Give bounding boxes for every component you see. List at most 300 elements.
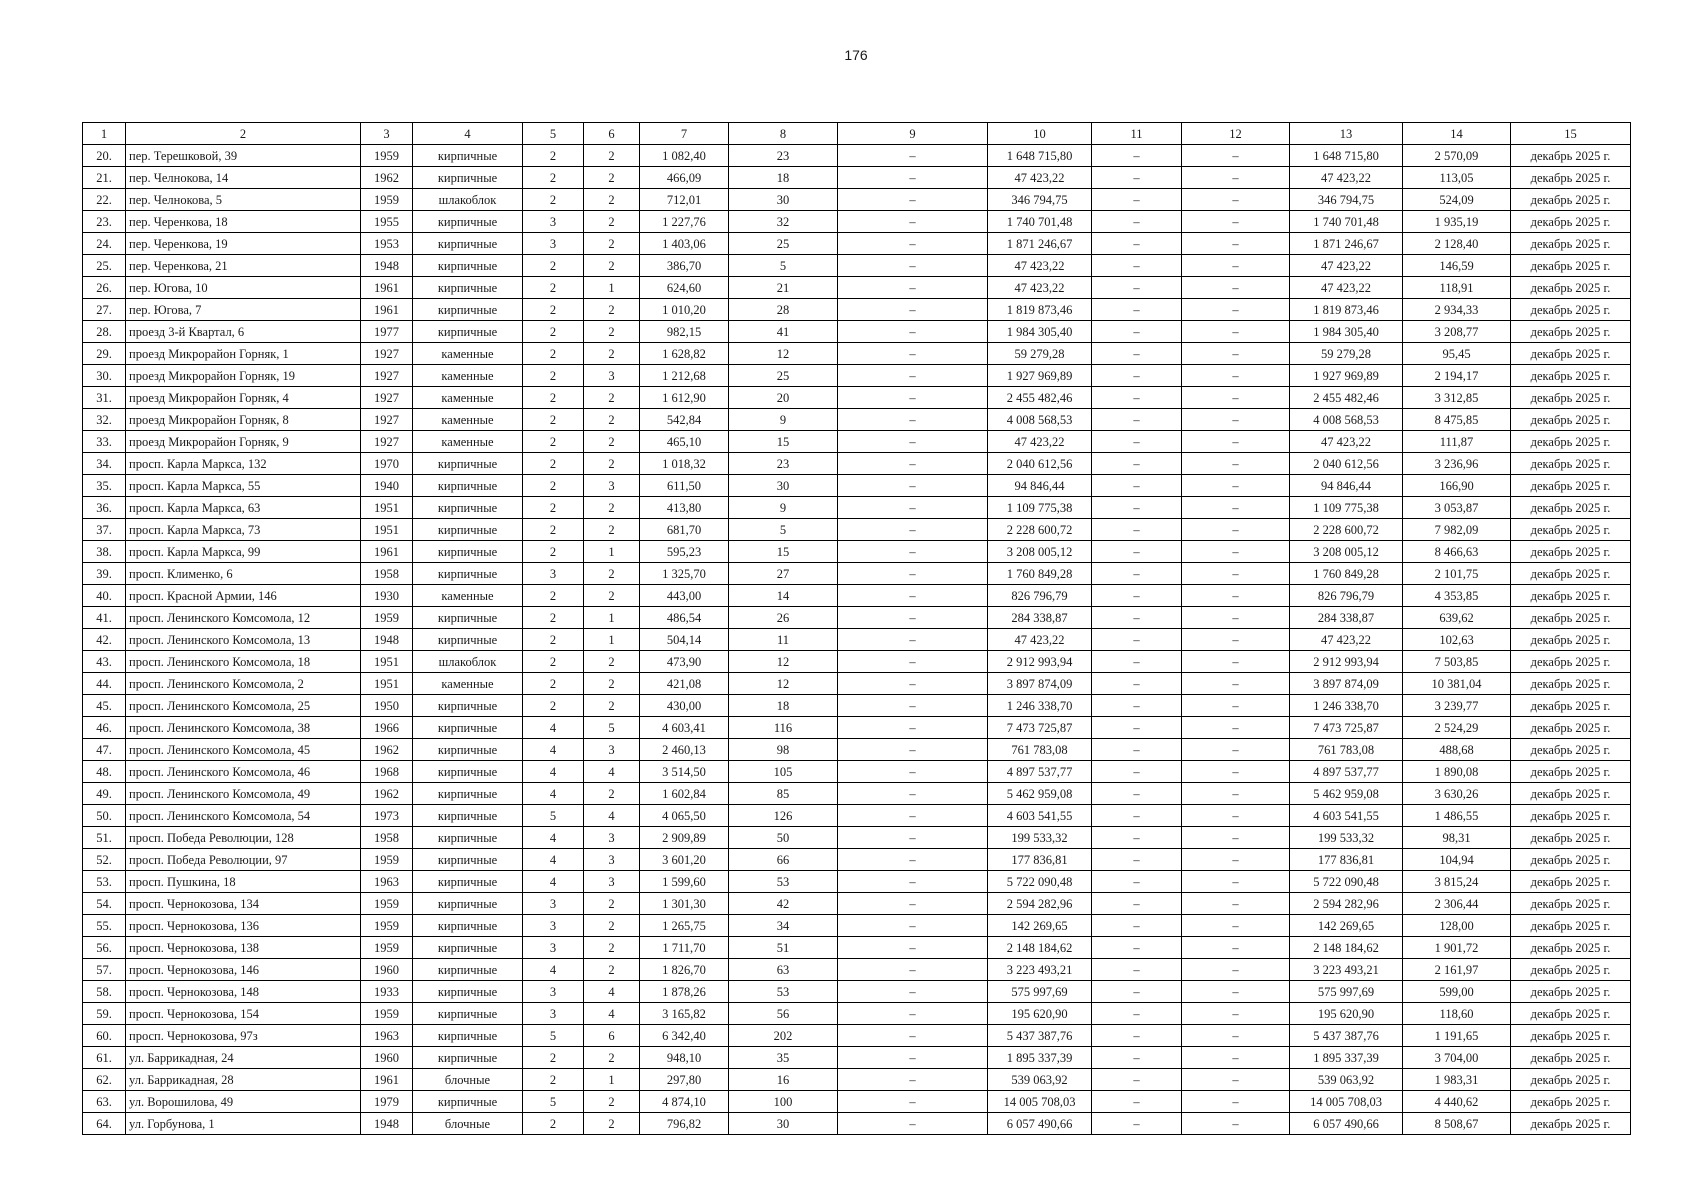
- cell-col-9: –: [838, 321, 988, 343]
- cell-floors: 2: [523, 1069, 584, 1091]
- cell-floors: 3: [523, 563, 584, 585]
- cell-row-number: 43.: [83, 651, 126, 673]
- cell-cost-13: 5 722 090,48: [1290, 871, 1403, 893]
- cell-cost-13: 1 648 715,80: [1290, 145, 1403, 167]
- cell-col-11: –: [1092, 915, 1182, 937]
- cell-year-built: 1959: [361, 145, 413, 167]
- cell-cost-10: 3 897 874,09: [988, 673, 1092, 695]
- cell-row-number: 51.: [83, 827, 126, 849]
- cell-col-11: –: [1092, 695, 1182, 717]
- cell-cost-14: 3 815,24: [1403, 871, 1511, 893]
- table-row: [83, 827, 1631, 849]
- cell-completion-date: декабрь 2025 г.: [1511, 739, 1631, 761]
- cell-wall-material: каменные: [413, 673, 523, 695]
- cell-completion-date: декабрь 2025 г.: [1511, 629, 1631, 651]
- cell-completion-date: декабрь 2025 г.: [1511, 959, 1631, 981]
- cell-row-number: 42.: [83, 629, 126, 651]
- cell-wall-material: каменные: [413, 365, 523, 387]
- cell-col-9: –: [838, 211, 988, 233]
- cell-col-12: –: [1182, 145, 1290, 167]
- cell-completion-date: декабрь 2025 г.: [1511, 541, 1631, 563]
- cell-cost-13: 4 603 541,55: [1290, 805, 1403, 827]
- table-row: [83, 211, 1631, 233]
- cell-col-9: –: [838, 827, 988, 849]
- cell-col-12: –: [1182, 1113, 1290, 1135]
- cell-cost-13: 1 927 969,89: [1290, 365, 1403, 387]
- table-header: [83, 123, 1631, 145]
- cell-floors: 2: [523, 343, 584, 365]
- cell-address: просп. Ленинского Комсомола, 38: [126, 717, 361, 739]
- cell-floors: 5: [523, 1025, 584, 1047]
- cell-cost-14: 1 983,31: [1403, 1069, 1511, 1091]
- cell-cost-10: 539 063,92: [988, 1069, 1092, 1091]
- table-row: [83, 849, 1631, 871]
- cell-entrances: 1: [584, 1069, 640, 1091]
- cell-cost-13: 47 423,22: [1290, 255, 1403, 277]
- cell-area: 386,70: [640, 255, 729, 277]
- cell-floors: 2: [523, 1047, 584, 1069]
- cell-wall-material: кирпичные: [413, 959, 523, 981]
- cell-cost-10: 2 228 600,72: [988, 519, 1092, 541]
- cell-residents: 30: [729, 1113, 838, 1135]
- cell-cost-14: 3 236,96: [1403, 453, 1511, 475]
- cell-col-11: –: [1092, 607, 1182, 629]
- header-cell-floors: 5: [523, 123, 584, 145]
- cell-completion-date: декабрь 2025 г.: [1511, 871, 1631, 893]
- cell-entrances: 2: [584, 233, 640, 255]
- cell-area: 3 601,20: [640, 849, 729, 871]
- cell-completion-date: декабрь 2025 г.: [1511, 761, 1631, 783]
- cell-row-number: 31.: [83, 387, 126, 409]
- header-cell-residents: 8: [729, 123, 838, 145]
- table-row: [83, 761, 1631, 783]
- cell-residents: 30: [729, 475, 838, 497]
- cell-wall-material: кирпичные: [413, 849, 523, 871]
- cell-col-12: –: [1182, 189, 1290, 211]
- cell-row-number: 33.: [83, 431, 126, 453]
- cell-address: проезд Микрорайон Горняк, 1: [126, 343, 361, 365]
- cell-col-9: –: [838, 893, 988, 915]
- cell-col-9: –: [838, 783, 988, 805]
- cell-area: 1 301,30: [640, 893, 729, 915]
- cell-residents: 15: [729, 431, 838, 453]
- cell-col-9: –: [838, 475, 988, 497]
- cell-col-11: –: [1092, 629, 1182, 651]
- cell-cost-14: 488,68: [1403, 739, 1511, 761]
- cell-cost-14: 3 239,77: [1403, 695, 1511, 717]
- cell-cost-13: 1 760 849,28: [1290, 563, 1403, 585]
- table-row: [83, 167, 1631, 189]
- cell-completion-date: декабрь 2025 г.: [1511, 299, 1631, 321]
- cell-col-11: –: [1092, 1047, 1182, 1069]
- cell-area: 1 325,70: [640, 563, 729, 585]
- cell-address: просп. Клименко, 6: [126, 563, 361, 585]
- cell-cost-10: 47 423,22: [988, 167, 1092, 189]
- cell-wall-material: кирпичные: [413, 761, 523, 783]
- cell-completion-date: декабрь 2025 г.: [1511, 145, 1631, 167]
- cell-completion-date: декабрь 2025 г.: [1511, 585, 1631, 607]
- cell-col-9: –: [838, 981, 988, 1003]
- cell-col-9: –: [838, 1069, 988, 1091]
- header-cell-col-12: 12: [1182, 123, 1290, 145]
- cell-col-11: –: [1092, 211, 1182, 233]
- cell-completion-date: декабрь 2025 г.: [1511, 519, 1631, 541]
- cell-wall-material: кирпичные: [413, 563, 523, 585]
- cell-col-11: –: [1092, 431, 1182, 453]
- page-number: 176: [844, 47, 868, 63]
- cell-area: 1 612,90: [640, 387, 729, 409]
- cell-residents: 9: [729, 497, 838, 519]
- cell-year-built: 1948: [361, 629, 413, 651]
- cell-address: пер. Челнокова, 14: [126, 167, 361, 189]
- cell-row-number: 56.: [83, 937, 126, 959]
- cell-cost-10: 3 223 493,21: [988, 959, 1092, 981]
- cell-cost-10: 199 533,32: [988, 827, 1092, 849]
- cell-cost-13: 539 063,92: [1290, 1069, 1403, 1091]
- cell-entrances: 1: [584, 541, 640, 563]
- table-row: [83, 497, 1631, 519]
- cell-cost-13: 1 819 873,46: [1290, 299, 1403, 321]
- cell-year-built: 1970: [361, 453, 413, 475]
- cell-wall-material: кирпичные: [413, 717, 523, 739]
- cell-col-9: –: [838, 497, 988, 519]
- cell-cost-14: 4 440,62: [1403, 1091, 1511, 1113]
- cell-wall-material: кирпичные: [413, 211, 523, 233]
- header-cell-col-11: 11: [1092, 123, 1182, 145]
- cell-residents: 25: [729, 365, 838, 387]
- cell-col-11: –: [1092, 1069, 1182, 1091]
- cell-address: просп. Карла Маркса, 63: [126, 497, 361, 519]
- cell-wall-material: каменные: [413, 585, 523, 607]
- cell-col-9: –: [838, 563, 988, 585]
- cell-cost-13: 2 912 993,94: [1290, 651, 1403, 673]
- table-row: [83, 343, 1631, 365]
- cell-col-12: –: [1182, 211, 1290, 233]
- cell-address: просп. Чернокозова, 134: [126, 893, 361, 915]
- table-row: [83, 893, 1631, 915]
- cell-col-9: –: [838, 651, 988, 673]
- cell-floors: 5: [523, 1091, 584, 1113]
- cell-area: 1 602,84: [640, 783, 729, 805]
- cell-year-built: 1927: [361, 365, 413, 387]
- cell-entrances: 4: [584, 1003, 640, 1025]
- cell-entrances: 2: [584, 387, 640, 409]
- cell-cost-10: 1 895 337,39: [988, 1047, 1092, 1069]
- cell-completion-date: декабрь 2025 г.: [1511, 695, 1631, 717]
- cell-entrances: 2: [584, 409, 640, 431]
- cell-col-9: –: [838, 673, 988, 695]
- cell-area: 466,09: [640, 167, 729, 189]
- cell-cost-10: 177 836,81: [988, 849, 1092, 871]
- cell-completion-date: декабрь 2025 г.: [1511, 255, 1631, 277]
- cell-col-12: –: [1182, 475, 1290, 497]
- cell-completion-date: декабрь 2025 г.: [1511, 387, 1631, 409]
- cell-col-12: –: [1182, 937, 1290, 959]
- cell-cost-10: 2 912 993,94: [988, 651, 1092, 673]
- cell-area: 1 265,75: [640, 915, 729, 937]
- cell-col-9: –: [838, 343, 988, 365]
- cell-completion-date: декабрь 2025 г.: [1511, 607, 1631, 629]
- cell-area: 624,60: [640, 277, 729, 299]
- cell-address: ул. Баррикадная, 24: [126, 1047, 361, 1069]
- cell-year-built: 1959: [361, 849, 413, 871]
- cell-col-12: –: [1182, 761, 1290, 783]
- cell-col-9: –: [838, 585, 988, 607]
- cell-address: просп. Красной Армии, 146: [126, 585, 361, 607]
- cell-entrances: 2: [584, 563, 640, 585]
- cell-residents: 30: [729, 189, 838, 211]
- cell-address: просп. Ленинского Комсомола, 13: [126, 629, 361, 651]
- table-row: [83, 959, 1631, 981]
- cell-residents: 14: [729, 585, 838, 607]
- table-row: [83, 1113, 1631, 1135]
- cell-year-built: 1951: [361, 673, 413, 695]
- cell-area: 1 403,06: [640, 233, 729, 255]
- cell-address: просп. Карла Маркса, 132: [126, 453, 361, 475]
- cell-col-11: –: [1092, 739, 1182, 761]
- cell-cost-14: 102,63: [1403, 629, 1511, 651]
- cell-entrances: 4: [584, 761, 640, 783]
- cell-floors: 2: [523, 145, 584, 167]
- cell-cost-10: 826 796,79: [988, 585, 1092, 607]
- cell-completion-date: декабрь 2025 г.: [1511, 673, 1631, 695]
- cell-cost-14: 10 381,04: [1403, 673, 1511, 695]
- cell-col-12: –: [1182, 1047, 1290, 1069]
- cell-col-11: –: [1092, 563, 1182, 585]
- cell-area: 6 342,40: [640, 1025, 729, 1047]
- cell-cost-14: 1 890,08: [1403, 761, 1511, 783]
- cell-residents: 34: [729, 915, 838, 937]
- cell-year-built: 1961: [361, 1069, 413, 1091]
- cell-cost-13: 7 473 725,87: [1290, 717, 1403, 739]
- cell-col-12: –: [1182, 1025, 1290, 1047]
- cell-wall-material: каменные: [413, 409, 523, 431]
- cell-floors: 2: [523, 431, 584, 453]
- cell-cost-10: 5 722 090,48: [988, 871, 1092, 893]
- cell-cost-10: 47 423,22: [988, 629, 1092, 651]
- cell-completion-date: декабрь 2025 г.: [1511, 1025, 1631, 1047]
- header-cell-completion-date: 15: [1511, 123, 1631, 145]
- cell-year-built: 1963: [361, 1025, 413, 1047]
- cell-cost-14: 639,62: [1403, 607, 1511, 629]
- table-row: [83, 629, 1631, 651]
- cell-cost-14: 8 475,85: [1403, 409, 1511, 431]
- cell-floors: 3: [523, 937, 584, 959]
- cell-address: проезд Микрорайон Горняк, 9: [126, 431, 361, 453]
- cell-cost-10: 5 437 387,76: [988, 1025, 1092, 1047]
- cell-wall-material: кирпичные: [413, 475, 523, 497]
- cell-floors: 2: [523, 497, 584, 519]
- cell-cost-13: 1 871 246,67: [1290, 233, 1403, 255]
- cell-year-built: 1962: [361, 739, 413, 761]
- cell-address: просп. Чернокозова, 97з: [126, 1025, 361, 1047]
- cell-col-9: –: [838, 695, 988, 717]
- cell-area: 430,00: [640, 695, 729, 717]
- cell-cost-10: 1 740 701,48: [988, 211, 1092, 233]
- cell-area: 4 874,10: [640, 1091, 729, 1113]
- cell-row-number: 60.: [83, 1025, 126, 1047]
- cell-cost-10: 6 057 490,66: [988, 1113, 1092, 1135]
- cell-col-11: –: [1092, 1113, 1182, 1135]
- cell-year-built: 1927: [361, 343, 413, 365]
- cell-col-12: –: [1182, 255, 1290, 277]
- cell-floors: 2: [523, 387, 584, 409]
- table-row: [83, 695, 1631, 717]
- cell-col-11: –: [1092, 1025, 1182, 1047]
- cell-col-12: –: [1182, 343, 1290, 365]
- cell-floors: 4: [523, 871, 584, 893]
- cell-wall-material: кирпичные: [413, 607, 523, 629]
- cell-residents: 53: [729, 981, 838, 1003]
- cell-floors: 3: [523, 981, 584, 1003]
- cell-address: ул. Горбунова, 1: [126, 1113, 361, 1135]
- cell-address: просп. Карла Маркса, 55: [126, 475, 361, 497]
- cell-cost-13: 575 997,69: [1290, 981, 1403, 1003]
- cell-completion-date: декабрь 2025 г.: [1511, 893, 1631, 915]
- cell-col-11: –: [1092, 717, 1182, 739]
- cell-entrances: 2: [584, 673, 640, 695]
- cell-entrances: 2: [584, 519, 640, 541]
- cell-wall-material: кирпичные: [413, 827, 523, 849]
- cell-row-number: 24.: [83, 233, 126, 255]
- table-row: [83, 233, 1631, 255]
- cell-cost-10: 4 008 568,53: [988, 409, 1092, 431]
- table-row: [83, 607, 1631, 629]
- cell-cost-14: 2 570,09: [1403, 145, 1511, 167]
- cell-cost-14: 2 194,17: [1403, 365, 1511, 387]
- cell-completion-date: декабрь 2025 г.: [1511, 1047, 1631, 1069]
- table-row: [83, 475, 1631, 497]
- cell-col-11: –: [1092, 233, 1182, 255]
- header-cell-row-number: 1: [83, 123, 126, 145]
- cell-residents: 56: [729, 1003, 838, 1025]
- cell-wall-material: каменные: [413, 343, 523, 365]
- cell-col-9: –: [838, 871, 988, 893]
- cell-year-built: 1951: [361, 497, 413, 519]
- cell-area: 1 212,68: [640, 365, 729, 387]
- cell-cost-14: 3 630,26: [1403, 783, 1511, 805]
- cell-year-built: 1958: [361, 563, 413, 585]
- cell-col-12: –: [1182, 1003, 1290, 1025]
- cell-completion-date: декабрь 2025 г.: [1511, 343, 1631, 365]
- cell-address: просп. Пушкина, 18: [126, 871, 361, 893]
- cell-completion-date: декабрь 2025 г.: [1511, 1069, 1631, 1091]
- cell-row-number: 23.: [83, 211, 126, 233]
- cell-wall-material: кирпичные: [413, 541, 523, 563]
- cell-floors: 2: [523, 255, 584, 277]
- cell-cost-14: 111,87: [1403, 431, 1511, 453]
- cell-col-9: –: [838, 717, 988, 739]
- cell-entrances: 2: [584, 783, 640, 805]
- cell-area: 2 909,89: [640, 827, 729, 849]
- cell-col-9: –: [838, 1003, 988, 1025]
- cell-col-11: –: [1092, 255, 1182, 277]
- table-row: [83, 145, 1631, 167]
- cell-floors: 2: [523, 409, 584, 431]
- cell-entrances: 1: [584, 277, 640, 299]
- cell-completion-date: декабрь 2025 г.: [1511, 431, 1631, 453]
- cell-cost-13: 47 423,22: [1290, 431, 1403, 453]
- cell-entrances: 2: [584, 585, 640, 607]
- cell-floors: 2: [523, 695, 584, 717]
- cell-col-12: –: [1182, 915, 1290, 937]
- cell-residents: 126: [729, 805, 838, 827]
- cell-row-number: 54.: [83, 893, 126, 915]
- cell-address: просп. Ленинского Комсомола, 46: [126, 761, 361, 783]
- table-row: [83, 805, 1631, 827]
- cell-floors: 3: [523, 893, 584, 915]
- table-row: [83, 585, 1631, 607]
- cell-area: 1 018,32: [640, 453, 729, 475]
- cell-col-12: –: [1182, 607, 1290, 629]
- cell-address: ул. Баррикадная, 28: [126, 1069, 361, 1091]
- cell-cost-13: 4 008 568,53: [1290, 409, 1403, 431]
- cell-entrances: 4: [584, 805, 640, 827]
- cell-entrances: 2: [584, 167, 640, 189]
- cell-address: просп. Чернокозова, 148: [126, 981, 361, 1003]
- cell-cost-10: 575 997,69: [988, 981, 1092, 1003]
- cell-address: пер. Черенкова, 19: [126, 233, 361, 255]
- header-cell-area: 7: [640, 123, 729, 145]
- cell-wall-material: кирпичные: [413, 145, 523, 167]
- cell-col-12: –: [1182, 321, 1290, 343]
- cell-cost-14: 98,31: [1403, 827, 1511, 849]
- cell-address: просп. Ленинского Комсомола, 25: [126, 695, 361, 717]
- cell-residents: 11: [729, 629, 838, 651]
- cell-cost-10: 2 148 184,62: [988, 937, 1092, 959]
- cell-residents: 28: [729, 299, 838, 321]
- cell-address: пер. Терешковой, 39: [126, 145, 361, 167]
- table-row: [83, 981, 1631, 1003]
- cell-entrances: 3: [584, 827, 640, 849]
- cell-floors: 2: [523, 189, 584, 211]
- cell-completion-date: декабрь 2025 г.: [1511, 937, 1631, 959]
- cell-year-built: 1953: [361, 233, 413, 255]
- cell-col-12: –: [1182, 541, 1290, 563]
- cell-address: просп. Ленинского Комсомола, 18: [126, 651, 361, 673]
- cell-cost-10: 1 760 849,28: [988, 563, 1092, 585]
- cell-residents: 12: [729, 651, 838, 673]
- cell-col-12: –: [1182, 893, 1290, 915]
- cell-completion-date: декабрь 2025 г.: [1511, 651, 1631, 673]
- cell-residents: 66: [729, 849, 838, 871]
- cell-address: ул. Ворошилова, 49: [126, 1091, 361, 1113]
- cell-col-11: –: [1092, 453, 1182, 475]
- cell-residents: 18: [729, 167, 838, 189]
- cell-cost-14: 3 704,00: [1403, 1047, 1511, 1069]
- cell-area: 1 227,76: [640, 211, 729, 233]
- cell-cost-14: 166,90: [1403, 475, 1511, 497]
- cell-wall-material: кирпичные: [413, 893, 523, 915]
- cell-area: 4 065,50: [640, 805, 729, 827]
- cell-row-number: 20.: [83, 145, 126, 167]
- cell-entrances: 3: [584, 871, 640, 893]
- cell-col-9: –: [838, 409, 988, 431]
- cell-entrances: 3: [584, 475, 640, 497]
- cell-col-12: –: [1182, 739, 1290, 761]
- cell-col-11: –: [1092, 343, 1182, 365]
- table-row: [83, 277, 1631, 299]
- cell-cost-13: 142 269,65: [1290, 915, 1403, 937]
- cell-completion-date: декабрь 2025 г.: [1511, 1003, 1631, 1025]
- table-row: [83, 563, 1631, 585]
- cell-residents: 41: [729, 321, 838, 343]
- cell-row-number: 57.: [83, 959, 126, 981]
- cell-col-12: –: [1182, 871, 1290, 893]
- cell-col-12: –: [1182, 277, 1290, 299]
- cell-area: 681,70: [640, 519, 729, 541]
- table-row: [83, 1047, 1631, 1069]
